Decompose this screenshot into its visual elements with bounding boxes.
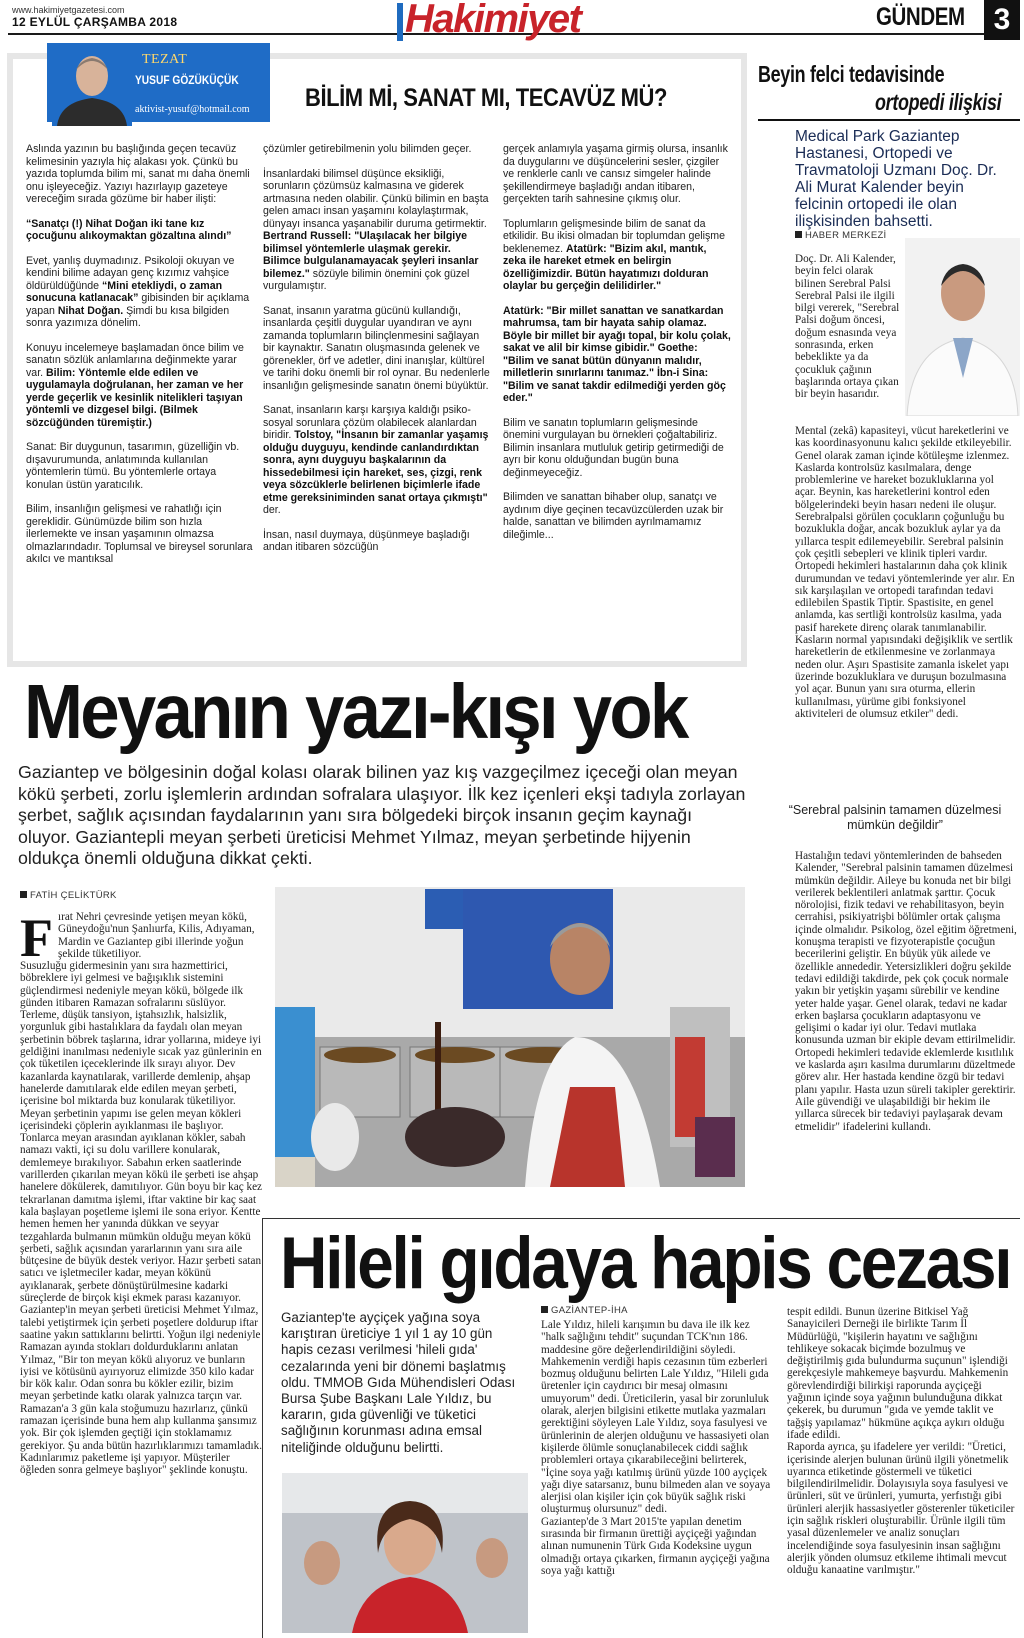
paragraph-text: çözümler getirebilmenin yolu bilimden geçer. — [263, 143, 472, 155]
article1-first-lines: ırat Nehri çevresinde yetişen meyan kökü, Güneydoğu'nun Şanlıurfa, Kilis, Adıyaman, Mardin ve Gaziantep gibi illerinde yoğun şekilde tüketiliyor. — [58, 911, 255, 960]
column-text-col2 — [263, 143, 491, 566]
paragraph-text: Sanat, insanların karşı karşıya kaldığı psiko-sosyal sorunlara çözüm olabilecek alanlardan biridir. — [263, 404, 477, 441]
issue-date: 12 EYLÜL ÇARŞAMBA 2018 — [12, 15, 178, 29]
sidebar-body-narrow: Doç. Dr. Ali Kalender, beyin felci olarak bilinen Serebral Palsi Serebral Palsi ile ilgili bilgi vererek, "Serebral Palsi doğum öncesi, doğum esnasında veya sonrasında, erken bebeklikte ya da çocukluk çağının başlarında ortaya çıkan bir beyin hasarıdır. — [795, 253, 900, 401]
author-email[interactable]: aktivist-yusuf@hotmail.com — [135, 104, 250, 115]
sidebar-rule — [758, 119, 1020, 121]
column-text-col3 — [503, 143, 731, 553]
column-paragraph — [263, 168, 491, 293]
column-paragraph — [503, 417, 731, 480]
paragraph-text: Toplumların gelişmesinde bilim de sanat da etkilidir. Bu ikisi olmadan bir toplumdan gelişme beklenemez. — [503, 217, 725, 255]
column-paragraph — [263, 305, 491, 393]
paragraph-text: gibisinden bir açıklama yapan — [26, 292, 250, 317]
bold-quote: Atatürk: "Bizim akıl, mantık, zeka ile hareket etmek en belirgin özelliğimizdir. Bütün hayatımızı dolduran olaylar bu gerçeğin delilidirler." — [503, 242, 709, 292]
article1-byline: FATİH ÇELİKTÜRK — [20, 890, 117, 901]
column-paragraph — [503, 305, 731, 405]
article1-body: Susuzluğu gidermesinin yanı sıra hazmettirici, böbreklere iyi gelmesi ve bağışıklık sistemini güçlendirmesi nedeniyle meyan kökü, bölgede ilk günden itibaren Ramazan sofralarını süslüyor. Terleme, düşük tansiyon, iştahsızlık, halsizlik, yorgunluk gibi hastalıklara da faydalı olan meyan şerbetinin böbrek taşlarına, idrar yollarına, mideye iyi geldiğini inanılması nedeniyle sıcak yaz günlerinin en çok tüketilen içeceklerinde ilk sırayı alıyor. Dev kazanlarda kaynatılarak, varillerde demlenip, ahşap hanelerde damıtılarak elde edilen meyan şerbeti, içerisine bol miktarda buz konularak tüketiliyor. Meyan şerbetinin yapımı ise gelen meyan kökleri içerisindeki çöplerin ayıklanması ile başlıyor. Tonlarca meyan arasından ayıklanan kökler, sabah namazı vakti, içi su dolu varillere konularak, demlemeye bırakılıyor. Sabahın erken saatlerinde varillerden çıkarılan meyan kökü ile şerbeti ise ahşap hanelere dökülerek, damıtılıyor. Gün boyu bir kaç kez tekrarlanan damıtma işlemi, iftar vaktine bir kaç saat kala başlayan poşetleme işlemi ile sona eriyor. Kentte hemen hemen her yanında dükkan ve seyyar tezgahlarda bulmanın mümkün olduğu meyan kökü şerbeti, sağlık açısından yararlarının yanı sıra aile bütçesine de büyük destek veriyor. Hazır şerbeti satan satıcı ve işletmeciler kadar, meyan kökünü ayıklanarak, şerbete dönüştürülmesine kadarki süreçlerde de birçok kişi ekmek parası kazanıyor. Gaziantep'in meyan şerbeti üreticisi Mehmet Yılmaz, talebi yetiştirmek için şerbeti poşetlere doldurup iftar saatine yakın sattıklarını belirtti. Yoğun ilgi nedeniyle Ramazan ayında stokları doldurduklarını anlatan Yılmaz, "Bir ton meyan kökü alıyoruz ve bunların iyisi ve kötüsünü ayırıyoruz elimizde 350 kilo kadar bir kök kalır. Odan sonra bu kökler ezilir, bizim meyan şerbetinde katkı olarak yalnızca tarçın var. Ramazan'a 3 gün kala stoğumuzu hazırlarız, çünkü ramazan içerisinde buna hem alıp kullanma şansımız yok. Bir çok işlemden geçtiği için stoklamamız gerekiyor. Şu anda bütün hazırlıklarımızı tamamladık. Kadınlarımız paketleme işi yapıyor. Müşteriler öğleden sonra gelmeye başlıyor" şeklinde konuştu. — [20, 960, 263, 1477]
logo-accent-bar — [397, 3, 403, 41]
article2-top-rule — [262, 1218, 1020, 1219]
paragraph-text: Bilim, insanlığın gelişmesi ve rahatlığı için gereklidir. Günümüzde bilim son hızla ilerlemekte ve insan yaşamının olmazsa olmazlarındadır. Toplumsal ve bireysel sorunlara akılcı ve mantıksal — [26, 503, 253, 565]
bold-quote: “Sanatçı (!) Nihat Doğan iki tane kız çocuğunu alıkoymaktan gözaltına alındı” — [26, 217, 232, 242]
article1-dropcap: F — [20, 908, 53, 968]
bold-quote: Bilim: Yöntemle elde edilen ve uygulamayla doğrulanan, her zaman ve her yerde geçerlik ve kesinlik nitelikleri taşıyan yöntemli ve dizgesel bilgi. (Bilmek sözcüğünden türemiştir.) — [26, 366, 244, 429]
article1-lead: Gaziantep ve bölgesinin doğal kolası olarak bilinen yaz kış vazgeçilmez içeceği olan meyan kökü şerbeti, zorlu işlemlerin ardından sofralara ulaşıyor. İlk kez içenleri ekşi tadıyla zorlayan şerbet, sağlık açısından faydalarının yanı sıra bölgedeki birçok insanın geçim kaynağı oluyor. Gaziantepli meyan şerbeti üreticisi Mehmet Yılmaz, meyan şerbetinde hijyenin oldukça önemli olduğuna dikkat çekti. — [18, 762, 746, 868]
column-paragraph — [26, 218, 254, 243]
column-paragraph — [26, 441, 254, 491]
author-photo — [52, 46, 132, 126]
sidebar-title: Beyin felci tedavisinde — [758, 61, 945, 87]
paragraph-text: Şimdi bu kısa bilgiden sonra yazımıza dönelim. — [26, 304, 230, 329]
article2-headline: Hileli gıdaya hapis cezası — [280, 1223, 1011, 1304]
column-text-col1 — [26, 143, 254, 578]
paragraph-text: der. — [263, 504, 281, 516]
bold-quote: Nihat Doğan. — [57, 304, 124, 317]
doctor-photo — [905, 238, 1020, 416]
lale-yildiz-photo — [282, 1473, 528, 1633]
sidebar-pull-quote: “Serebral palsinin tamamen düzelmesi mümkün değildir” — [788, 803, 1002, 832]
bold-quote: “Mini etekliydi, o zaman sonucuna katlanacak” — [26, 279, 223, 304]
column-paragraph — [263, 404, 491, 517]
paragraph-text: Evet, yanlış duymadınız. Psikoloji okuyan ve kendini bilime adayan genç kızımız vahşice öldürüldüğünde — [26, 254, 235, 292]
sidebar-body-continued: Hastalığın tedavi yöntemlerinden de bahseden Kalender, "Serebral palsinin tamamen düzelmesi mümkün değildir. Aileye bu konuda net bir bilgi verilerek beklentileri anlatmak şarttır. Çocuk nörolojisi, fizik tedavi ve rehabilitasyon, beyin cerrahisi, psikiyatrişbi bölümler ortak çalışma içinde olmalıdır. Psikolog, özel eğitim öğretmeni, konuşma terapisti ve fizyoterapistle çocuğun becerilerini geliştir. En büyük yük ailede ve özellikle annededir. Yetersizlikleri doğru şekilde tedavi edildiği takdirde, pek çok çocuk normale yakın bir yetişkin yaşamı sürebilir ve kendine yeter halde yaşar. Genel olarak, tedavi ne kadar erken başlarsa çocukların adaptasyonu ve gelişimi o kadar iyi olur. Tedavi mutlaka konusunda uzman bir ekiple devam ettirilmelidir. Ortopedi hekimleri tedavide eklemlerde kısıtlılık ve kaslarda aşırı kasılma durumlarını düzeltmede görev alır. Her hastada kendine özgü bir tedavi planı yapılır. Hasta uzun süreli takipler gerektirir. Aile güvendiği ve ulaşabildiği bir hekim ile yıllarca sürecek bir tedaviyi paylaşarak devam etmelidir" ifadelerini kullandı. — [795, 850, 1017, 1133]
page-number: 3 — [984, 0, 1020, 40]
column-paragraph — [503, 491, 731, 541]
paragraph-text: Sanat: Bir duygunun, tasarımın, güzelliğin vb. dışavurumunda, anlatımında kullanılan yöntemlerin tümü. Bu yöntemlerle ortaya konulan üstün yaratıcılık. — [26, 441, 240, 491]
paragraph-text: Sanat, insanın yaratma gücünü kullandığı, insanlarda çeşitli duygular uyandıran ve aynı zamanda toplumların bilinçlenmesini sağlayan bir kaynaktır. Sanatın oluşmasında gelenek ve görenekler, örf ve adetler, dini inanışlar, kültürel ve tarihi doku önemli bir rol oynar. Bu nedenlerle insanlığın gelişmesinde sanatın önemi büyüktür. — [263, 304, 490, 392]
article2-byline: GAZİANTEP-İHA — [541, 1305, 628, 1316]
newspaper-logo — [397, 0, 585, 44]
paragraph-text: Bilim ve sanatın toplumların gelişmesinde önemini vurgulayan bu örnekleri çoğaltabiliriz. Bilimin insanlara mutluluk getirip getirmediği de ayrı bir konu olduğundan bugün buna değinmeyeceğiz. — [503, 416, 724, 479]
bold-quote: Atatürk: "Bir millet sanattan ve sanatkardan mahrumsa, tam bir hayata sahip olamaz. Böyle bir millet bir ayağı topal, bir kolu çolak, sakat ve alil bir kimse gibidir." Goethe: "Bilim ve sanat bütün dünyanın malıdır, milletlerin sınırlarını tanımaz." İbn-i Sina: "Bilim ve sanat takdir edilmediği yerden göç eder." — [503, 304, 731, 404]
article2-body-col2: tespit edildi. Bunun üzerine Bitkisel Yağ Sanayicileri Derneği ile birlikte Tarım İl Müdürlüğü, "kişilerin hayatını ve sağlığını tehlikeye sokacak biçimde bozulmuş ve değiştirilmiş gıda bulundurma suçunun" işlendiği gerekçesiyle mahkemeye başvurdu. Mahkemenin görevlendirdiği bilirkişi raporunda ayçiçeği yağının içinde soya yağının bulunduğuna dikkat çekerek, bu durumun "gıda ve yemde taklit ve tağşiş yapılamaz" hükmüne açıkça aykırı olduğu ifade edildi. Raporda ayrıca, şu ifadelere yer verildi: "Üretici, içerisinde alerjen bulunan ürünü ilgili yönetmelik uyarınca etiketinde göstermeli ve tüketici bilgilendirilmelidir. Dolayısıyla soya fasulyesi ve ürünleri, süt ve ürünleri, yumurta, yerfıstığı gibi ürünleri alerjik hassasiyetler gösterenler tüketiciler için sağlık riskleri oluşturabilir. Ürünle ilgili tüm yasal düzenlemeler ve analiz sonuçları incelendiğinde soya fasulyesinin insan sağlığını alerjik yönden olumsuz etkileme ihtimali mevcut olduğu kanaatine varılmıştır." — [787, 1306, 1015, 1577]
sidebar-title-line2: ortopedi ilişkisi — [875, 89, 1002, 115]
column-paragraph — [26, 503, 254, 566]
paragraph-text: Bilimden ve sanattan bihaber olup, sanatçı ve aydınım diye geçinen tecavüzcülerden uzak bir halde, sanattan ve bilimden ayrılmamamız dileğimle... — [503, 491, 724, 541]
column-label: TEZAT — [142, 52, 188, 67]
paragraph-text: Aslında yazının bu başlığında geçen tecavüz kelimesinin yazıyla hiç alakası yok. Çünkü bu yazıda toplumda bilim mi, sanat mı daha önemli onu işleyeceğiz. Yazıyı hazırlayıp gazeteye vereceğim sırada gözüme bir haber ilişti: — [26, 143, 250, 205]
column-paragraph — [26, 143, 254, 206]
paragraph-text: İnsan, nasıl duymaya, düşünmeye başladığı andan itibaren sözcüğün — [263, 528, 470, 553]
column-title: BİLİM Mİ, SANAT MI, TECAVÜZ MÜ? — [305, 84, 667, 112]
article2-lead: Gaziantep'te ayçiçek yağına soya karıştıran üreticiye 1 yıl 1 ay 10 gün hapis cezası verilmesi 'hileli gıda' cezalarında yeni bir dönemi başlatmış oldu. TMMOB Gıda Mühendisleri Odası Bursa Şube Başkanı Lale Yıldız, bu kararın, gıda güvenliği ve tüketici sağlığının korunması adına emsal niteliğinde olduğunu belirtti. — [281, 1310, 516, 1455]
column-paragraph — [26, 342, 254, 430]
author-name: YUSUF GÖZÜKÜÇÜK — [135, 73, 239, 87]
paragraph-text: Konuyu incelemeye başlamadan önce bilim ve sanatın sözlük anlamlarına değinmekte yarar var. — [26, 341, 244, 379]
bold-quote: Bertrand Russell: "Ulaşılacak her bilgiye bilimsel yöntemlerle ulaşmak gerekir. Bilimce bulgulanamayacak şeyleri insanlar bilemez." — [263, 230, 479, 280]
paragraph-text: gerçek anlamıyla yaşama girmiş olursa, insanlık da duygularını ve düşüncelerini sesler, çizgiler ve renklerle canlı ve cansız simgeler halinde şekillendirmeye başladığı andan itibaren, gerçekten tarih sahnesine çıkmış olur. — [503, 143, 728, 205]
column-paragraph — [503, 218, 731, 293]
paragraph-text: sözüyle bilimin önemini çok güzel vurgulamıştır. — [263, 267, 470, 292]
logo-text: Hakimiyet — [405, 0, 581, 41]
column-paragraph — [263, 143, 491, 156]
article1-headline: Meyanın yazı-kışı yok — [24, 669, 687, 755]
site-url[interactable]: www.hakimiyetgazetesi.com — [12, 5, 125, 15]
paragraph-text: İnsanlardaki bilimsel düşünce eksikliği, sorunların çözümsüz kalmasına ve giderek artmasına neden olabilir. Çünkü bilimin en başta gelen amacı insan yaşamını kolaylaştırmak, dünyayı insanca yaşanabilir duruma getirmektir. — [263, 167, 489, 230]
article2-body-col1: Lale Yıldız, hileli karışımın bu dava ile ilk kez "halk sağlığını tehdit" suçundan TCK'nın 186. maddesine göre değerlendirildiğini söyledi. Mahkemenin verdiği hapis cezasının tüm ezberleri bozmuş olduğunu belirten Lale Yıldız, "Hileli gıda üretenler için caydırıcı bir mesaj olmasını umuyorum" dedi. Üreticilerin, yasal bir zorunluluk olarak, alerjen bilgisini etikette mutlaka yazmaları gerektiğini söyleyen Lale Yıldız, soya fasulyesi ve ürünlerinin de alerjen olduğunu ve hassasiyeti olan kişilerde ölümle sonuçlanabilecek ciddi sağlık problemleri ortaya çıkarabileceğini belirterek, "İçine soya yağı katılmış ürünü yüzde 100 ayçiçek yağı diye satarsanız, bunu bilmeden alan ve soyaya alerjisi olan kişiler için çok büyük sağlık riski oluşturmuş olursunuz" dedi. Gaziantep'de 3 Mart 2015'te yapılan denetim sırasında bir firmanın ürettiği ayçiçeği yağından alınan numunenin Türk Gıda Kodeksine uygun olmadığı ortaya çıkarken, firmanın ayçiçeği yağına soya yağı kattığı — [541, 1319, 771, 1577]
column-paragraph — [503, 143, 731, 206]
sidebar-body: Mental (zekâ) kapasiteyi, vücut hareketlerini ve kas koordinasyonunu kalıcı şekilde etkileyebilir. Genel olarak zaman içinde kötüleşme izlenmez. Kaslarda kontrolsüz kasılmalara, denge problemlerine ve hareket bozukluklarına yol açar. Beynin, kas hareketlerini kontrol eden bölgelerindeki beyin hasarı nedeni ile oluşur. Serebralpalsi görülen çocukların çoğunluğu bu bozuklukla doğar, ancak bozukluk aylar ya da yıllarca tespit edilemeyebilir. Serebral palsinin çok çeşitli sebepleri ve klinik tipleri vardır. Ortopedi hekimleri hastalarının daha çok klinik durumundan ve tedavi yöntemlerinde yer alır. En sık karşılaşılan ve ortopedi tarafından tedavi edilebilen Spastik Tiptir. Spastisite, en genel anlamda, kas sertliği kontrolsüz kasılma, yada pasif harekete direnç olarak tanımlanabilir. Kasların normal yapısındaki değişiklik ve sertlik hareketlerin de etkilenmesine ve zorlanmaya neden olur. Aşırı Spastisite zamanla iskelet yapı üzerinde bozukluklara ve duruşun bozulmasına yol açar. Bunun yanı sıra oturma, ellerin kullanılması, yürüme gibi fonksiyonel aktiviteleri de olumsuz etkiler" dedi. — [795, 425, 1015, 720]
sidebar-lead: Medical Park Gaziantep Hastanesi, Ortopedi ve Travmatoloji Uzmanı Doç. Dr. Ali Murat Kalender beyin felcinin ortopedi ile olan ilişkisinden bahsetti. — [795, 128, 997, 230]
column-paragraph — [263, 529, 491, 554]
bold-quote: Tolstoy, "İnsanın bir zamanlar yaşamış olduğu duyguyu, kendinde canlandırdıktan sonra, aynı duyguyu başkalarının da hissedebilmesi için hareket, ses, çizgi, renk veya sözcüklerle belirlenen biçimlerle ifade etme gereksiniminden sanat ortaya çıkmıştı" — [263, 429, 489, 504]
section-title: GÜNDEM — [876, 3, 965, 31]
sherbet-maker-photo — [275, 887, 745, 1187]
column-paragraph — [26, 255, 254, 330]
article2-side-rule — [262, 1218, 263, 1638]
sidebar-byline: HABER MERKEZİ — [795, 230, 887, 241]
